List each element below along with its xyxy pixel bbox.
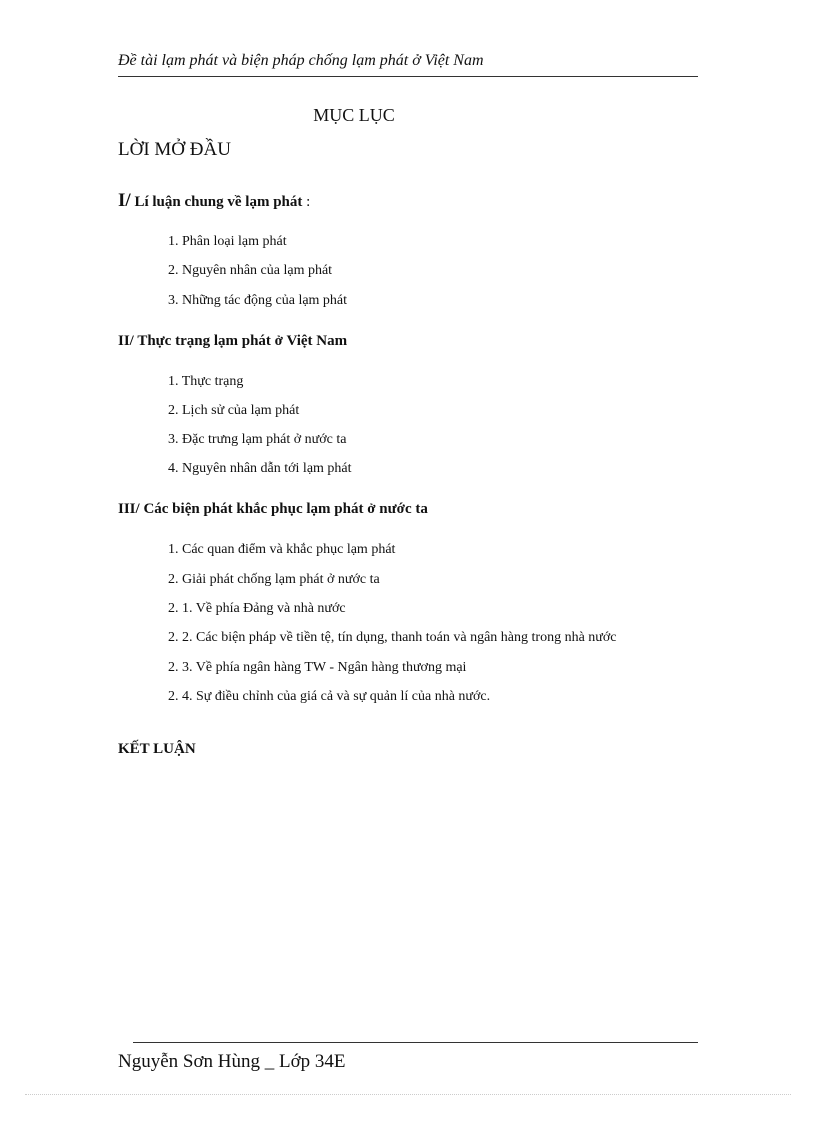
toc-conclusion: KẾT LUẬN bbox=[118, 741, 196, 757]
section-numeral: III/ bbox=[118, 501, 140, 518]
toc-item: 2. Giải phát chống lạm phát ở nước ta bbox=[168, 571, 380, 587]
table-of-contents bbox=[118, 190, 698, 715]
toc-item: 2. 4. Sự điều chỉnh của giá cả và sự quản lí của nhà nước. bbox=[168, 688, 491, 704]
toc-item: 2. 1. Về phía Đảng và nhà nước bbox=[168, 601, 346, 617]
toc-section-heading bbox=[118, 330, 698, 352]
page-title-text: MỤC LỤC bbox=[313, 105, 395, 125]
toc-item: 3. Những tác động của lạm phát bbox=[168, 292, 348, 308]
toc-item: 1. Phân loại lạm phát bbox=[168, 234, 287, 249]
toc-intro: LỜI MỞ ĐẦU bbox=[118, 139, 231, 160]
page-title bbox=[0, 104, 708, 126]
section-title: Lí luận chung về lạm phát bbox=[134, 194, 303, 210]
header-divider bbox=[118, 76, 698, 77]
toc-item: 1. Các quan điểm và khắc phục lạm phát bbox=[168, 542, 396, 558]
toc-section-2 bbox=[118, 330, 698, 481]
running-header: Đề tài lạm phát và biện pháp chống lạm phát ở Việt Nam bbox=[118, 52, 484, 69]
section-title: Thực trạng lạm phát ở Việt Nam bbox=[137, 332, 348, 349]
toc-item: 2. Lịch sử của lạm phát bbox=[168, 402, 300, 418]
toc-item: 2. 2. Các biện pháp về tiền tệ, tín dụng, thanh toán và ngân hàng trong nhà nước bbox=[168, 630, 617, 646]
toc-item: 1. Thực trạng bbox=[168, 373, 244, 389]
toc-item: 2. 3. Về phía ngân hàng TW - Ngân hàng thương mại bbox=[168, 659, 467, 675]
toc-section-3 bbox=[118, 498, 698, 707]
toc-item-list bbox=[118, 231, 698, 312]
toc-item-list bbox=[118, 371, 698, 481]
toc-section-heading bbox=[118, 498, 698, 520]
footer-divider bbox=[133, 1042, 698, 1043]
toc-section-1 bbox=[118, 190, 698, 312]
section-numeral: I/ bbox=[118, 190, 131, 211]
section-title: Các biện phát khắc phục lạm phát ở nước ta bbox=[143, 501, 428, 518]
section-numeral: II/ bbox=[118, 332, 134, 349]
section-title-suffix: : bbox=[302, 194, 311, 210]
toc-item: 2. Nguyên nhân của lạm phát bbox=[168, 263, 333, 279]
toc-item: 4. Nguyên nhân dẫn tới lạm phát bbox=[168, 461, 352, 477]
running-footer: Nguyễn Sơn Hùng _ Lớp 34E bbox=[118, 1051, 346, 1072]
page-bottom-edge bbox=[25, 1094, 791, 1095]
toc-item: 3. Đặc trưng lạm phát ở nước ta bbox=[168, 432, 347, 448]
toc-section-heading bbox=[118, 190, 698, 212]
toc-item-list bbox=[118, 539, 698, 707]
